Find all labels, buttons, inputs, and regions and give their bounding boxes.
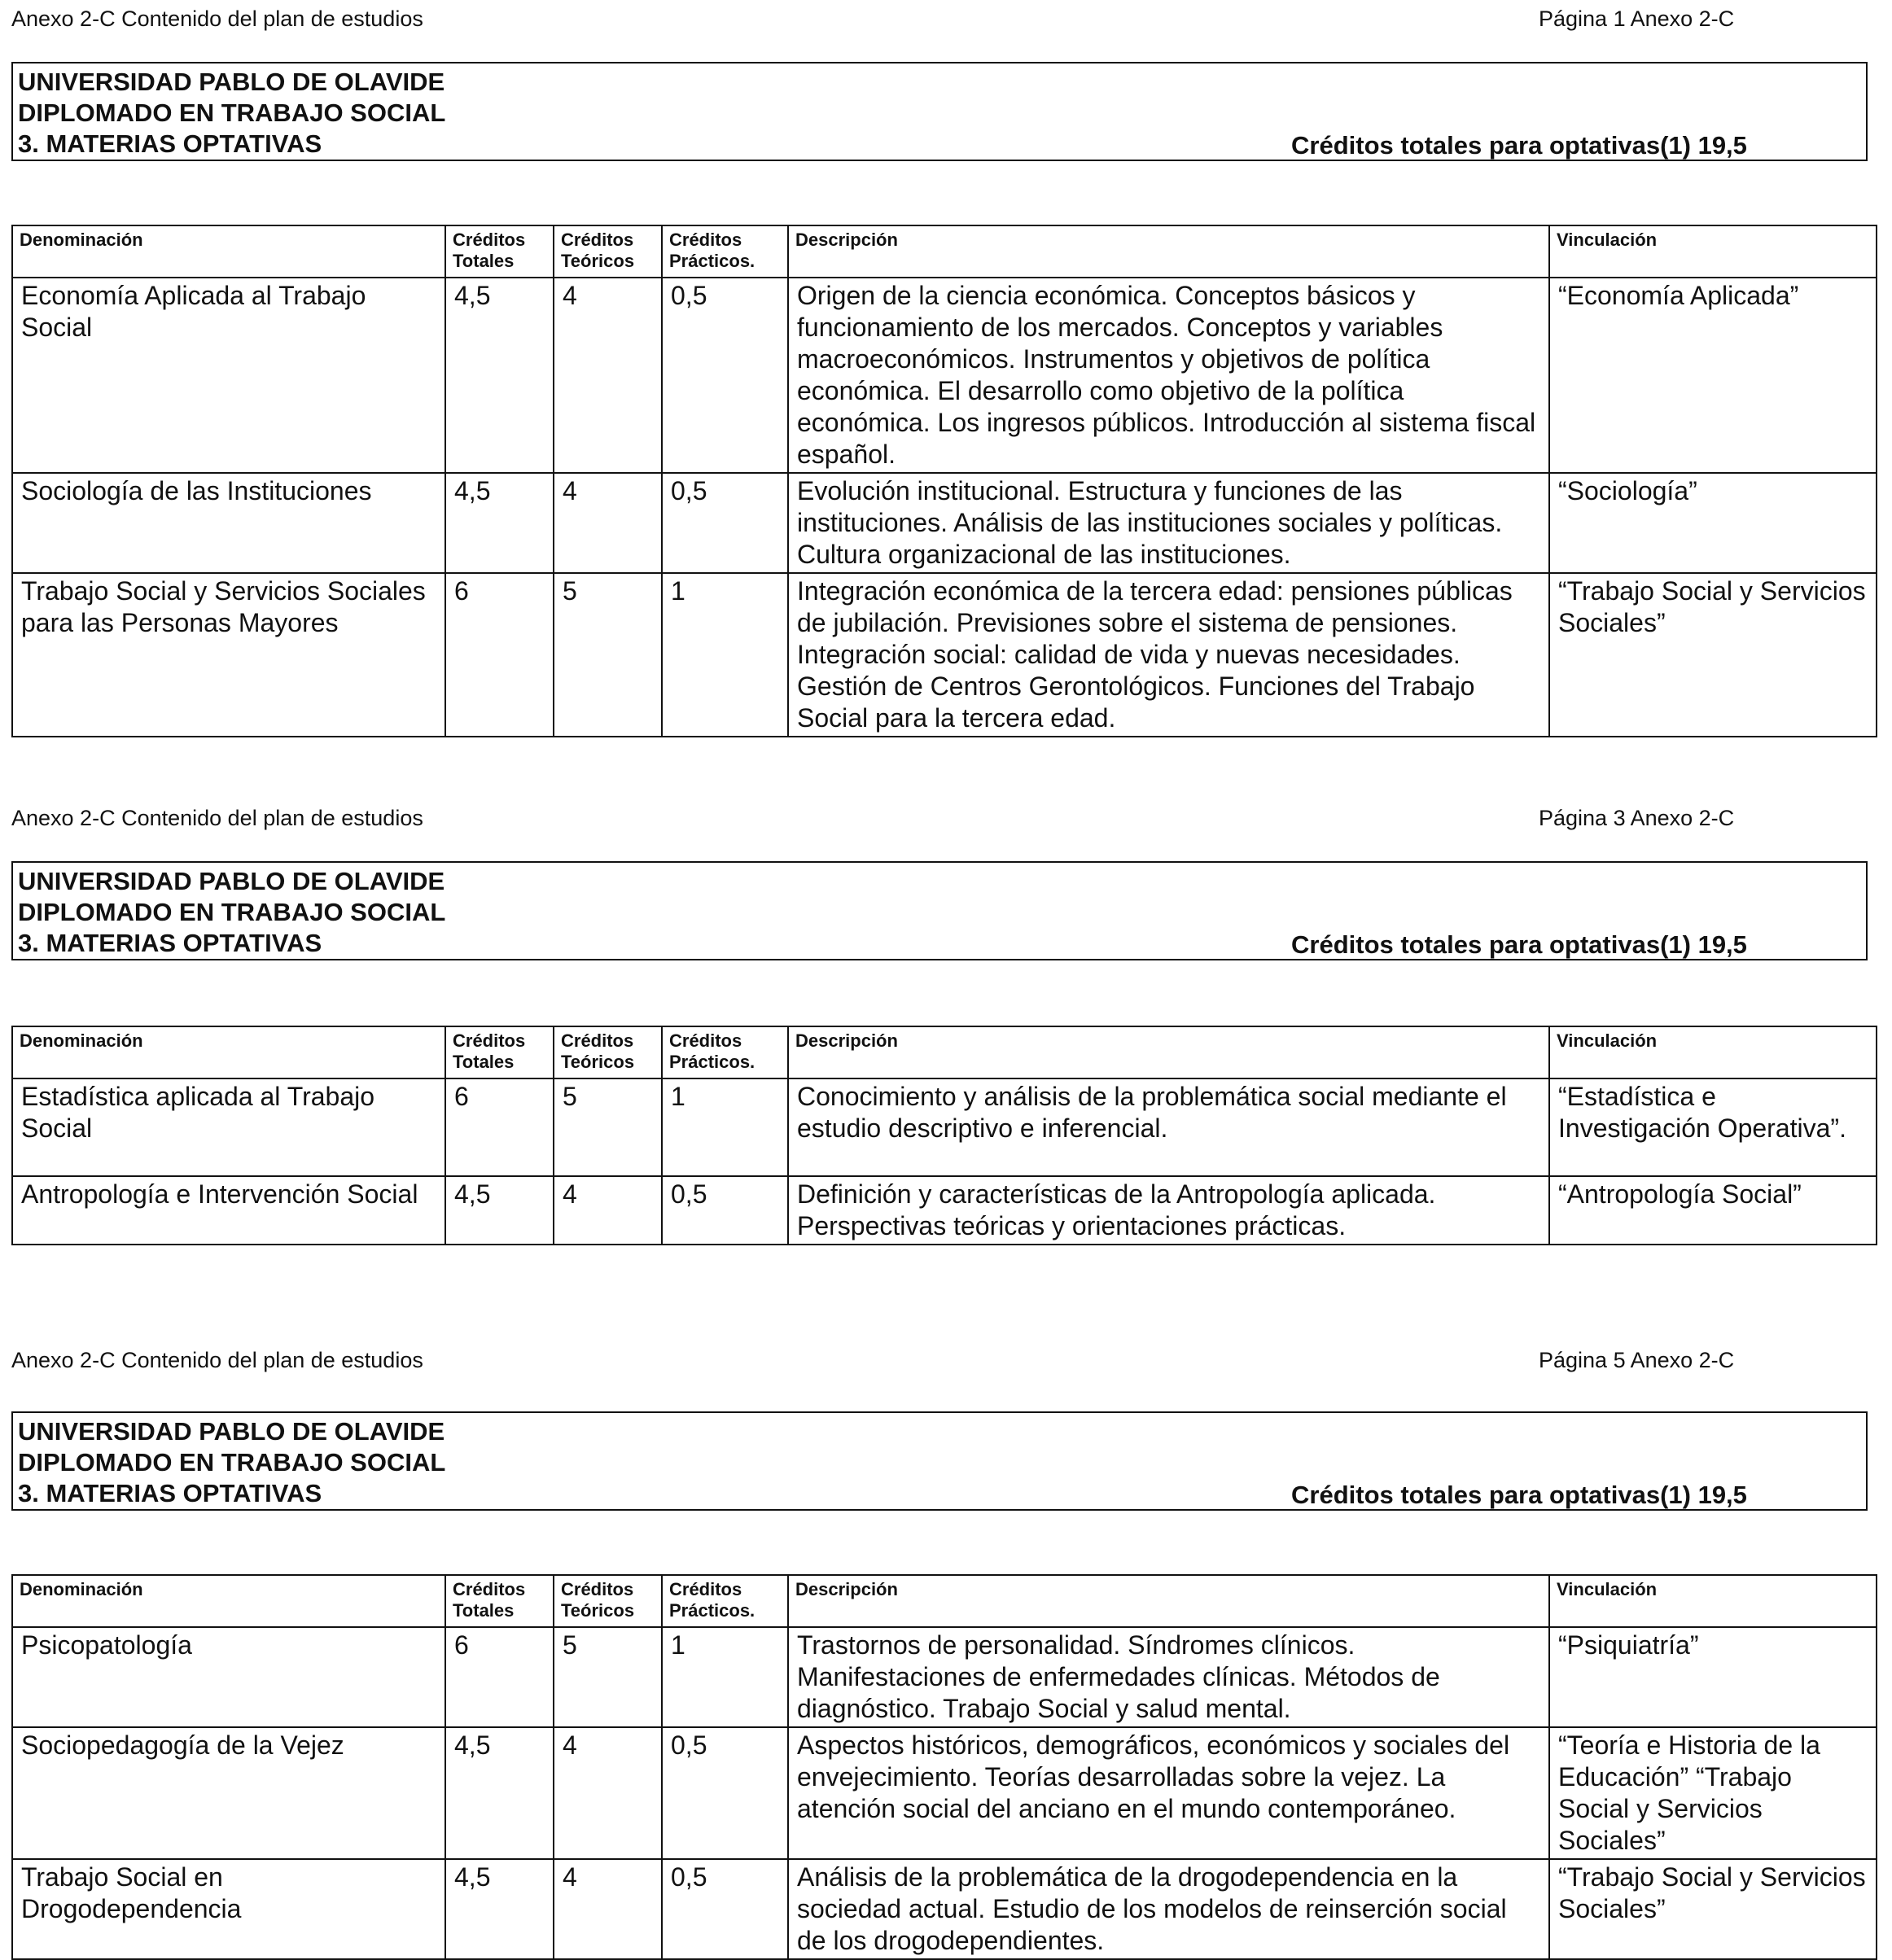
credits-practice: 0,5 bbox=[662, 1727, 788, 1859]
credits-theory: 4 bbox=[554, 278, 662, 473]
annex-label: Anexo 2-C Contenido del plan de estudios bbox=[11, 806, 423, 830]
credits-total: 6 bbox=[445, 1627, 554, 1727]
annex-label: Anexo 2-C Contenido del plan de estudios bbox=[11, 7, 423, 31]
table-header-row bbox=[12, 1575, 1877, 1627]
credits-theory: 4 bbox=[554, 1176, 662, 1245]
table-row bbox=[12, 473, 1877, 573]
section-header bbox=[0, 1348, 1892, 1376]
credits-total: 4,5 bbox=[445, 1176, 554, 1245]
subject-name: Trabajo Social y Servicios Sociales para las Personas Mayores bbox=[12, 573, 445, 737]
subject-link: “Economía Aplicada” bbox=[1549, 278, 1877, 473]
title-box bbox=[11, 1411, 1868, 1511]
table-row bbox=[12, 1627, 1877, 1727]
subject-name: Sociología de las Instituciones bbox=[12, 473, 445, 573]
subject-description: Conocimiento y análisis de la problemática social mediante el estudio descriptivo e inferencial. bbox=[788, 1078, 1549, 1176]
page-label: Página 3 Anexo 2-C bbox=[1539, 806, 1735, 830]
subject-name: Economía Aplicada al Trabajo Social bbox=[12, 278, 445, 473]
col-creditos-practicos: Créditos Prácticos. bbox=[662, 225, 788, 278]
subjects-table bbox=[11, 225, 1877, 737]
col-creditos-totales: Créditos Totales bbox=[445, 225, 554, 278]
col-creditos-totales: Créditos Totales bbox=[445, 1026, 554, 1078]
col-vinculacion: Vinculación bbox=[1549, 1575, 1877, 1627]
col-denominacion: Denominación bbox=[12, 225, 445, 278]
degree-name: DIPLOMADO EN TRABAJO SOCIAL bbox=[18, 898, 446, 926]
credits-theory: 5 bbox=[554, 573, 662, 737]
table-header-row bbox=[12, 1026, 1877, 1078]
subject-link: “Trabajo Social y Servicios Sociales” bbox=[1549, 1859, 1877, 1959]
credits-practice: 1 bbox=[662, 1078, 788, 1176]
subject-link: “Sociología” bbox=[1549, 473, 1877, 573]
subject-description: Integración económica de la tercera edad: pensiones públicas de jubilación. Previsiones sobre el sistema de pensiones. Integración social: calidad de vida y nuevas necesidades. Gestión de Centros Gerontológicos. Funciones del Trabajo Social para la tercera edad. bbox=[788, 573, 1549, 737]
block-title: 3. MATERIAS OPTATIVAS bbox=[18, 129, 322, 158]
subject-link: “Teoría e Historia de la Educación” “Trabajo Social y Servicios Sociales” bbox=[1549, 1727, 1877, 1859]
col-creditos-practicos: Créditos Prácticos. bbox=[662, 1026, 788, 1078]
subject-name: Psicopatología bbox=[12, 1627, 445, 1727]
col-descripcion: Descripción bbox=[788, 225, 1549, 278]
subject-link: “Psiquiatría” bbox=[1549, 1627, 1877, 1727]
credits-theory: 4 bbox=[554, 1859, 662, 1959]
credits-practice: 1 bbox=[662, 573, 788, 737]
credits-total: 6 bbox=[445, 1078, 554, 1176]
subject-description: Aspectos históricos, demográficos, económicos y sociales del envejecimiento. Teorías desarrolladas sobre la vejez. La atención social del anciano en el mundo contemporáneo. bbox=[788, 1727, 1549, 1859]
credits-theory: 4 bbox=[554, 473, 662, 573]
credits-practice: 0,5 bbox=[662, 278, 788, 473]
university-name: UNIVERSIDAD PABLO DE OLAVIDE bbox=[18, 1417, 445, 1446]
col-creditos-teoricos: Créditos Teóricos bbox=[554, 1575, 662, 1627]
subject-link: “Estadística e Investigación Operativa”. bbox=[1549, 1078, 1877, 1176]
table-row bbox=[12, 1078, 1877, 1176]
col-creditos-teoricos: Créditos Teóricos bbox=[554, 225, 662, 278]
credits-total: 4,5 bbox=[445, 1727, 554, 1859]
page-label: Página 1 Anexo 2-C bbox=[1539, 7, 1735, 31]
table-row bbox=[12, 1859, 1877, 1959]
subject-description: Definición y características de la Antropología aplicada. Perspectivas teóricas y orientaciones prácticas. bbox=[788, 1176, 1549, 1245]
credits-total: 4,5 bbox=[445, 1859, 554, 1959]
subjects-table bbox=[11, 1026, 1877, 1245]
credits-practice: 1 bbox=[662, 1627, 788, 1727]
total-credits: Créditos totales para optativas(1) 19,5 bbox=[1291, 1481, 1747, 1509]
table-row bbox=[12, 1176, 1877, 1245]
block-title: 3. MATERIAS OPTATIVAS bbox=[18, 929, 322, 957]
subject-name: Estadística aplicada al Trabajo Social bbox=[12, 1078, 445, 1176]
section-header bbox=[0, 806, 1892, 833]
credits-total: 4,5 bbox=[445, 473, 554, 573]
credits-total: 6 bbox=[445, 573, 554, 737]
table-row bbox=[12, 573, 1877, 737]
subject-name: Sociopedagogía de la Vejez bbox=[12, 1727, 445, 1859]
university-name: UNIVERSIDAD PABLO DE OLAVIDE bbox=[18, 867, 445, 895]
annex-label: Anexo 2-C Contenido del plan de estudios bbox=[11, 1348, 423, 1372]
subject-description: Origen de la ciencia económica. Conceptos básicos y funcionamiento de los mercados. Conceptos y variables macroeconómicos. Instrumentos y objetivos de política económica. El desarrollo como objetivo de la política económica. Los ingresos públicos. Introducción al sistema fiscal español. bbox=[788, 278, 1549, 473]
subjects-table bbox=[11, 1574, 1877, 1960]
title-box bbox=[11, 861, 1868, 960]
col-creditos-teoricos: Créditos Teóricos bbox=[554, 1026, 662, 1078]
col-creditos-totales: Créditos Totales bbox=[445, 1575, 554, 1627]
subject-description: Trastornos de personalidad. Síndromes clínicos. Manifestaciones de enfermedades clínicas. Métodos de diagnóstico. Trabajo Social y salud mental. bbox=[788, 1627, 1549, 1727]
page-label: Página 5 Anexo 2-C bbox=[1539, 1348, 1735, 1372]
table-row bbox=[12, 1727, 1877, 1859]
credits-total: 4,5 bbox=[445, 278, 554, 473]
subject-description: Análisis de la problemática de la drogodependencia en la sociedad actual. Estudio de los modelos de reinserción social de los drogodependientes. bbox=[788, 1859, 1549, 1959]
block-title: 3. MATERIAS OPTATIVAS bbox=[18, 1479, 322, 1507]
col-descripcion: Descripción bbox=[788, 1026, 1549, 1078]
col-vinculacion: Vinculación bbox=[1549, 225, 1877, 278]
title-box bbox=[11, 62, 1868, 161]
col-creditos-practicos: Créditos Prácticos. bbox=[662, 1575, 788, 1627]
degree-name: DIPLOMADO EN TRABAJO SOCIAL bbox=[18, 98, 446, 127]
credits-theory: 5 bbox=[554, 1078, 662, 1176]
col-denominacion: Denominación bbox=[12, 1026, 445, 1078]
credits-practice: 0,5 bbox=[662, 1176, 788, 1245]
col-descripcion: Descripción bbox=[788, 1575, 1549, 1627]
university-name: UNIVERSIDAD PABLO DE OLAVIDE bbox=[18, 68, 445, 96]
table-row bbox=[12, 278, 1877, 473]
credits-practice: 0,5 bbox=[662, 1859, 788, 1959]
credits-practice: 0,5 bbox=[662, 473, 788, 573]
subject-link: “Antropología Social” bbox=[1549, 1176, 1877, 1245]
degree-name: DIPLOMADO EN TRABAJO SOCIAL bbox=[18, 1448, 446, 1477]
credits-theory: 4 bbox=[554, 1727, 662, 1859]
subject-link: “Trabajo Social y Servicios Sociales” bbox=[1549, 573, 1877, 737]
section-header bbox=[0, 7, 1892, 34]
subject-name: Antropología e Intervención Social bbox=[12, 1176, 445, 1245]
credits-theory: 5 bbox=[554, 1627, 662, 1727]
subject-name: Trabajo Social en Drogodependencia bbox=[12, 1859, 445, 1959]
total-credits: Créditos totales para optativas(1) 19,5 bbox=[1291, 131, 1747, 160]
total-credits: Créditos totales para optativas(1) 19,5 bbox=[1291, 930, 1747, 959]
col-denominacion: Denominación bbox=[12, 1575, 445, 1627]
table-header-row bbox=[12, 225, 1877, 278]
col-vinculacion: Vinculación bbox=[1549, 1026, 1877, 1078]
subject-description: Evolución institucional. Estructura y funciones de las instituciones. Análisis de las instituciones sociales y políticas. Cultura organizacional de las instituciones. bbox=[788, 473, 1549, 573]
